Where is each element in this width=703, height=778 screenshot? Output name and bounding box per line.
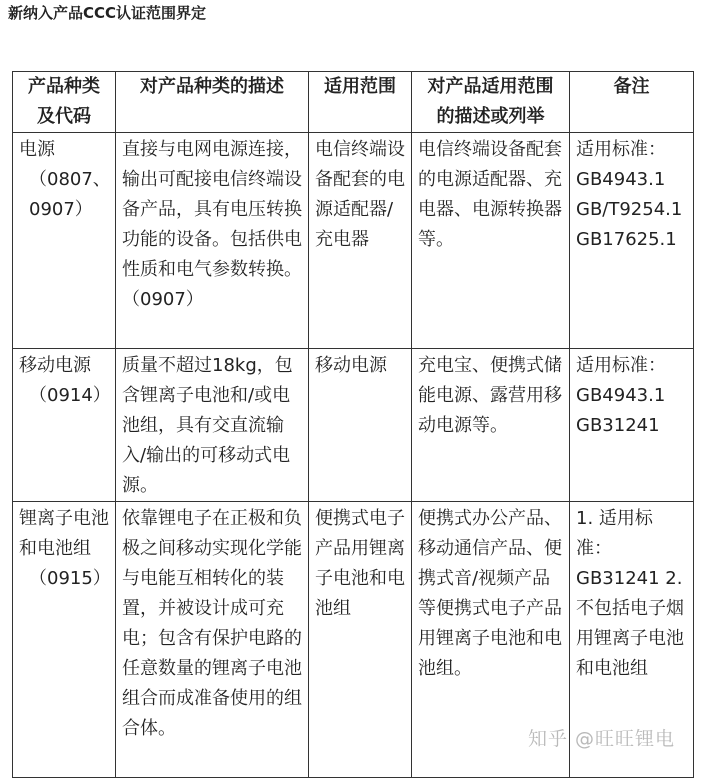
cell-description: 质量不超过18kg，包含锂离子电池和/或电池组，具有交直流输入/输出的可移动式电源。 — [116, 349, 309, 502]
category-code: （0807、0907） — [29, 169, 111, 220]
cell-scope-desc: 便携式办公产品、移动通信产品、便携式音/视频产品等便携式电子产品用锂离子电池和电池组。 — [412, 502, 570, 778]
category-name: 电源 — [19, 139, 55, 160]
cell-scope: 便携式电子产品用锂离子电池和电池组 — [309, 502, 412, 778]
cell-category — [13, 502, 116, 778]
cell-scope-desc: 电信终端设备配套的电源适配器、充电器、电源转换器等。 — [412, 133, 570, 349]
header-scope-desc: 对产品适用范围 的描述或列举 — [412, 72, 570, 133]
cell-description: 依靠锂电子在正极和负极之间移动实现化学能与电能互相转化的装置，并被设计成可充电；包含有保护电路的任意数量的锂离子电池组合而成准备使用的组合体。 — [116, 502, 309, 778]
header-description: 对产品种类的描述 — [116, 72, 309, 133]
header-remarks: 备注 — [570, 72, 694, 133]
cell-remarks: 适用标准：GB4943.1 GB/T9254.1 GB17625.1 — [570, 133, 694, 349]
category-code: （0914） — [29, 385, 111, 406]
ccc-scope-table — [12, 71, 694, 778]
table-row — [13, 133, 694, 349]
cell-category — [13, 133, 116, 349]
header-category: 产品种类 及代码 — [13, 72, 116, 133]
table-row — [13, 349, 694, 502]
cell-remarks: 适用标准：GB4943.1 GB31241 — [570, 349, 694, 502]
page-title: 新纳入产品CCC认证范围界定 — [8, 4, 207, 22]
category-name: 锂离子电池和电池组 — [19, 508, 109, 559]
cell-remarks: 1. 适用标准：GB31241 2.不包括电子烟用锂离子电池和电池组 — [570, 502, 694, 778]
header-scope: 适用范围 — [309, 72, 412, 133]
cell-scope: 移动电源 — [309, 349, 412, 502]
category-name: 移动电源 — [19, 355, 91, 376]
table-header-row — [13, 72, 694, 133]
zhihu-watermark: 知乎 @旺旺锂电 — [528, 728, 676, 750]
cell-scope-desc: 充电宝、便携式储能电源、露营用移动电源等。 — [412, 349, 570, 502]
cell-scope: 电信终端设备配套的电源适配器/充电器 — [309, 133, 412, 349]
cell-category — [13, 349, 116, 502]
cell-description: 直接与电网电源连接，输出可配接电信终端设备产品，具有电压转换功能的设备。包括供电性质和电气参数转换。（0907） — [116, 133, 309, 349]
category-code: （0915） — [29, 568, 111, 589]
